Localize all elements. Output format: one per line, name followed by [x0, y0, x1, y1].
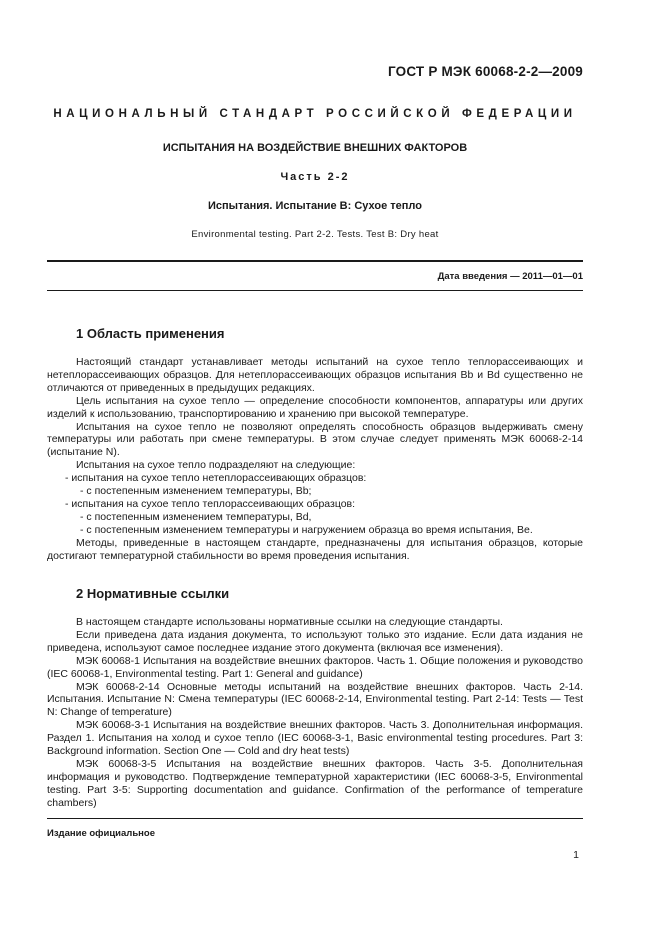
national-standard-banner: НАЦИОНАЛЬНЫЙ СТАНДАРТ РОССИЙСКОЙ ФЕДЕРАЦИИ	[53, 108, 577, 120]
standard-subtitle: Испытания. Испытание В: Сухое тепло	[208, 200, 422, 212]
section-1-body	[47, 356, 583, 563]
document-code: ГОСТ Р МЭК 60068-2-2—2009	[387, 64, 583, 79]
reference-entry: МЭК 60068-1 Испытания на воздействие внешних факторов. Часть 1. Общие положения и руководство (IEC 60068-1, Environmental testing. Part 1: General and guidance)	[47, 654, 583, 680]
page-number: 1	[573, 849, 579, 861]
reference-entry: МЭК 60068-3-5 Испытания на воздействие внешних факторов. Часть 3-5. Дополнительная информация и руководство. Подтверждение температурной характеристики (IEC 60068-3-5, Environmental testing. Part 3-5: Supporting documentation and guidance. Confirmation of the performance of temperature chambers)	[47, 757, 583, 809]
section-1-heading: 1 Область применения	[76, 326, 225, 341]
paragraph: Настоящий стандарт устанавливает методы испытаний на сухое тепло теплорассеивающих и нетеплорассеивающих образцов. Для нетеплорассеивающих образцов испытания Bb и Bd существенно не отличаются от приведенных в предыдущих редакциях.	[47, 356, 583, 394]
paragraph: Испытания на сухое тепло не позволяют определять способность образцов выдерживать смену температуры или работать при смене температуры. В этом случае следует применять МЭК 60068-2-14 (испытание N).	[47, 420, 583, 459]
list-item: - испытания на сухое тепло нетеплорассеивающих образцов:	[65, 472, 367, 485]
introduction-date: Дата введения — 2011—01—01	[437, 271, 583, 282]
list-item: - испытания на сухое тепло теплорассеивающих образцов:	[65, 497, 356, 510]
list-item: - с постепенным изменением температуры, Bd,	[80, 510, 312, 523]
edition-label: Издание официальное	[47, 828, 155, 839]
paragraph: Если приведена дата издания документа, то используют только это издание. Если дата издания не приведена, используют самое последнее издание этого документа (включая все изменения).	[47, 628, 583, 654]
date-divider	[47, 290, 583, 291]
list-item: - с постепенным изменением температуры и нагружением образца во время испытания, Be.	[80, 523, 533, 536]
paragraph: Методы, приведенные в настоящем стандарте, предназначены для испытания образцов, которые достигают температурной стабильности во время проведения испытания.	[47, 536, 583, 562]
english-title: Environmental testing. Part 2-2. Tests. Test B: Dry heat	[191, 229, 439, 240]
section-2-body	[47, 616, 583, 810]
paragraph: В настоящем стандарте использованы нормативные ссылки на следующие стандарты.	[76, 616, 503, 628]
section-2-heading: 2 Нормативные ссылки	[76, 586, 230, 601]
list-item: - с постепенным изменением температуры, Bb;	[80, 485, 312, 498]
standard-title: ИСПЫТАНИЯ НА ВОЗДЕЙСТВИЕ ВНЕШНИХ ФАКТОРОВ	[162, 142, 468, 154]
reference-entry: МЭК 60068-3-1 Испытания на воздействие внешних факторов. Часть 3. Дополнительная информация. Раздел 1. Испытания на холод и сухое тепло (IEC 60068-3-1, Basic environmental testing procedures. Part 3: Background information. Section One — Cold and dry heat tests)	[47, 719, 583, 758]
title-divider	[47, 260, 583, 262]
paragraph: Испытания на сухое тепло подразделяют на следующие:	[76, 459, 356, 472]
footer-divider	[47, 818, 583, 819]
part-label: Часть 2-2	[280, 171, 350, 183]
paragraph: Цель испытания на сухое тепло — определение способности компонентов, аппаратуры или других изделий к использованию, транспортированию и хранению при высокой температуре.	[47, 394, 583, 420]
reference-entry: МЭК 60068-2-14 Основные методы испытаний на воздействие внешних факторов. Часть 2-14. Испытания. Испытание N: Смена температуры (IEC 60068-2-14, Environmental testing. Part 2-14: Tests — Test N: Change of temperature)	[47, 680, 583, 719]
